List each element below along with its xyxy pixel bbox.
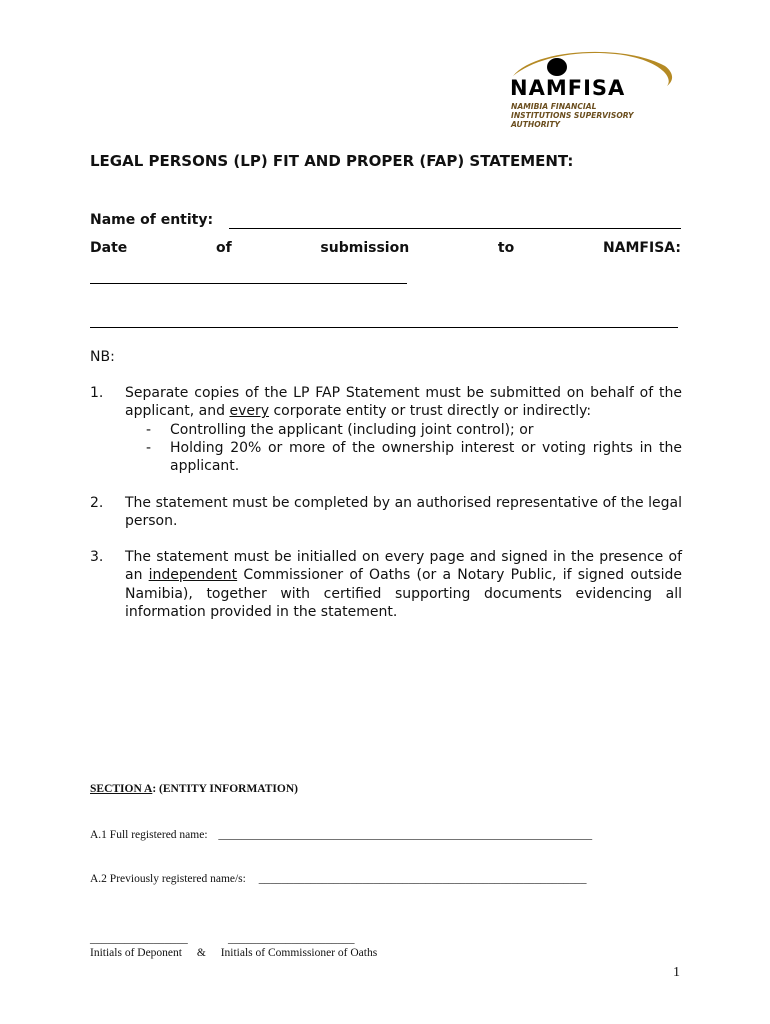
commissioner-label: Initials of Commissioner of Oaths	[220, 947, 378, 959]
separator-line	[90, 327, 678, 328]
note-item-3: 3. The statement must be initialled on every page and signed in the presence of an independent Commissioner of Oaths (or a Notary Public, if signed outside Namibia), together with certified supporting documents evidencing all information provided in the statement.	[90, 549, 682, 620]
deponent-label: Initials of Deponent	[90, 947, 182, 959]
submission-date-line[interactable]	[90, 283, 407, 284]
section-a-heading: SECTION A: (ENTITY INFORMATION)	[90, 783, 298, 795]
submission-date-label: Date of submission to NAMFISA:	[90, 240, 681, 256]
initials-footer	[90, 933, 378, 959]
note-item-2: 2. The statement must be completed by an authorised representative of the legal person.	[90, 495, 682, 530]
document-title: LEGAL PERSONS (LP) FIT AND PROPER (FAP) STATEMENT:	[90, 152, 574, 170]
a1-full-registered-name: A.1 Full registered name: _________________________________________________________________	[90, 829, 593, 841]
entity-name-line[interactable]	[229, 228, 681, 229]
a2-previous-names: A.2 Previously registered name/s: _________________________________________________________	[90, 873, 587, 885]
note-sub-list	[125, 421, 682, 476]
commissioner-initials-line[interactable]: ______________________	[228, 933, 355, 945]
sub-item: - Controlling the applicant (including joint control); or	[146, 421, 534, 438]
a2-input-line[interactable]: _________________________________________________________	[258, 873, 587, 885]
ampersand: &	[196, 947, 206, 959]
logo-wordmark: NAMFISA	[510, 76, 626, 100]
entity-name-label: Name of entity:	[90, 212, 214, 228]
deponent-initials-line[interactable]: _________________	[90, 933, 188, 945]
sub-item: - Holding 20% or more of the ownership interest or voting rights in the applicant.	[146, 439, 682, 475]
a1-input-line[interactable]: _________________________________________________________________	[218, 829, 593, 841]
page-number: 1	[673, 965, 680, 980]
namfisa-logo	[505, 46, 685, 129]
logo-tagline: NAMIBIA FINANCIAL INSTITUTIONS SUPERVISORY AUTHORITY	[511, 102, 634, 129]
nb-heading: NB:	[90, 349, 115, 365]
note-item-1: 1. Separate copies of the LP FAP Statement must be submitted on behalf of the applicant, and every corporate entity or trust directly or indirectly: - Controlling the applicant (including joint control); or - Holding 20% or more of the ownership interest or voting rights in the applicant.	[90, 385, 682, 475]
